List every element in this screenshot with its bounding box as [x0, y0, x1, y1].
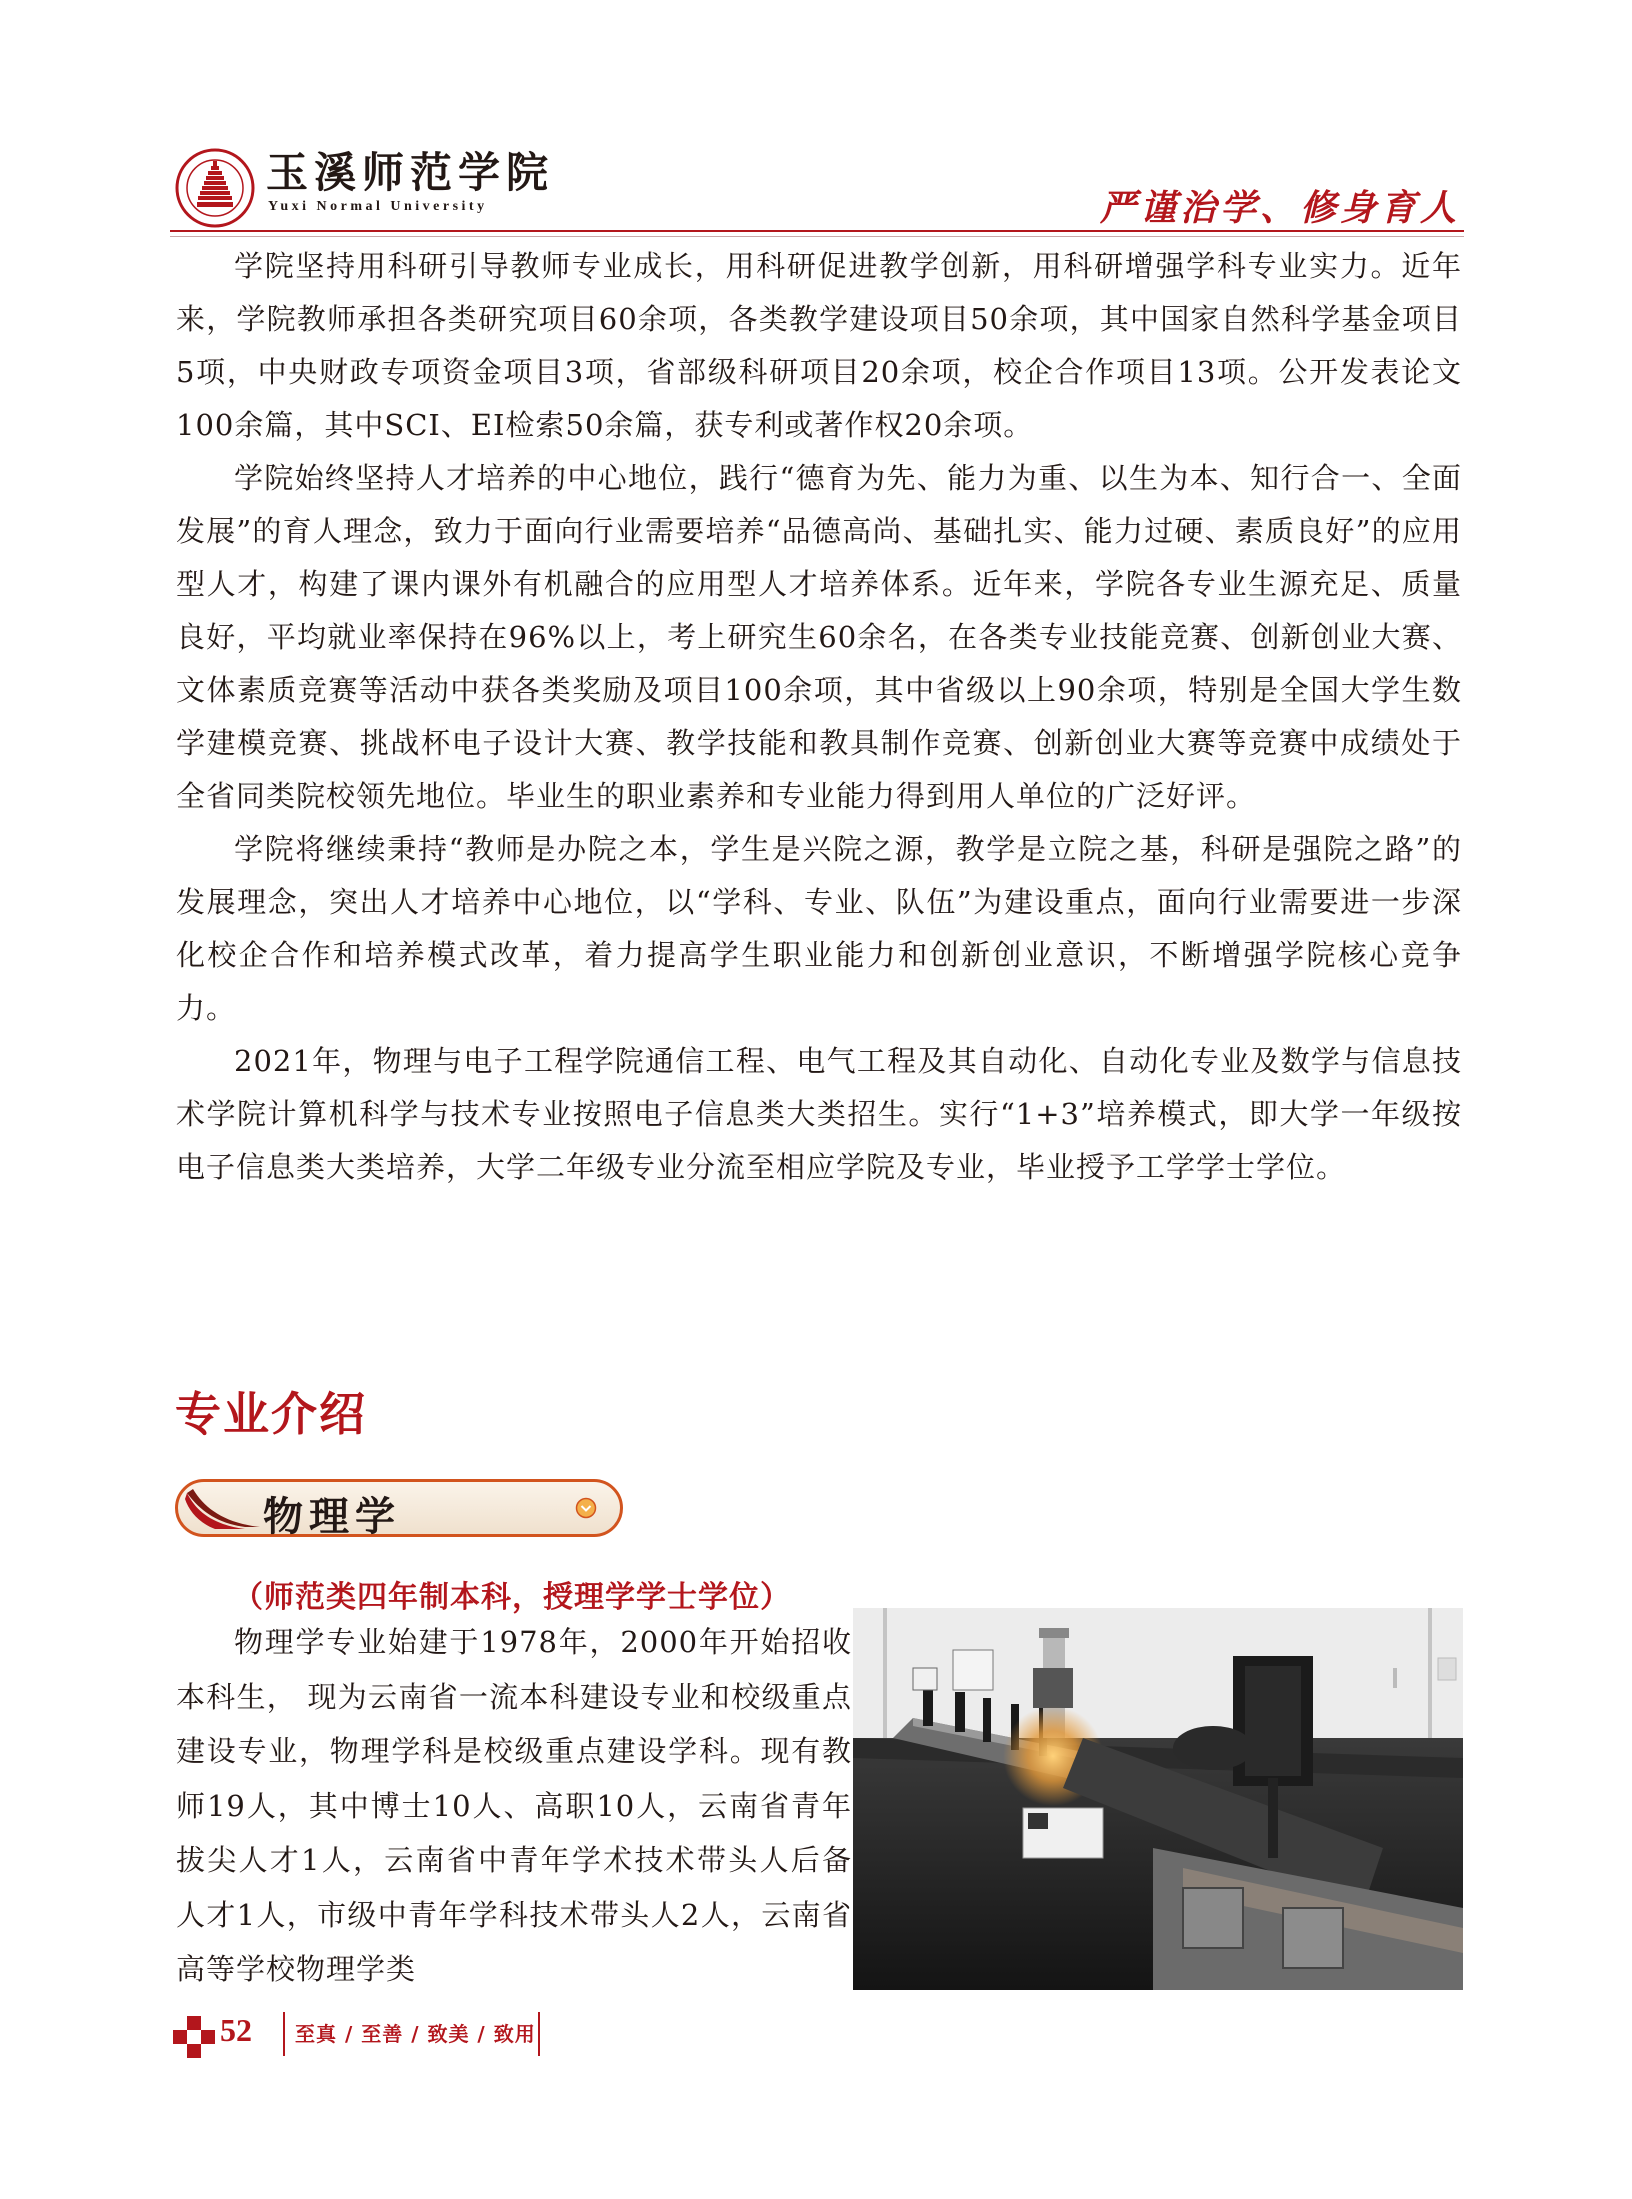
- major-banner: [175, 1479, 623, 1540]
- degree-note: （师范类四年制本科，授理学学士学位）: [233, 1580, 791, 1615]
- major-intro: [176, 1615, 852, 1997]
- paragraph-research: 学院坚持用科研引导教师专业成长，用科研促进教学创新，用科研增强学科专业实力。近年来，学院教师承担各类研究项目60余项，各类教学建设项目50余项，其中国家自然科学基金项目5项，中央财政专项资金项目3项，省部级科研项目20余项，校企合作项目13项。公开发表论文100余篇，其中SCI、EI检索50余篇，获专利或著作权20余项。: [176, 249, 1462, 442]
- university-seal-logo: [175, 148, 255, 228]
- footer-divider-left: [283, 2012, 285, 2056]
- school-name-english: Yuxi Normal University: [268, 199, 488, 214]
- paragraph-talent-cultivation: 学院始终坚持人才培养的中心地位，践行“德育为先、能力为重、以生为本、知行合一、全面发展”的育人理念，致力于面向行业需要培养“品德高尚、基础扎实、能力过硬、素质良好”的应用型人才，构建了课内课外有机融合的应用型人才培养体系。近年来，学院各专业生源充足、质量良好，平均就业率保持在96%以上，考上研究生60余名，在各类专业技能竞赛、创新创业大赛、文体素质竞赛等活动中获各类奖励及项目100余项，其中省级以上90余项，特别是全国大学生数学建模竞赛、挑战杯电子设计大赛、教学技能和教具制作竞赛、创新创业大赛等竞赛中成绩处于全省同类院校领先地位。毕业生的职业素养和专业能力得到用人单位的广泛好评。: [176, 461, 1462, 813]
- footer-pixel-mark: [173, 2016, 215, 2058]
- school-motto: 严谨治学、修身育人: [1099, 187, 1460, 229]
- header-divider-thin: [170, 236, 1464, 237]
- footer-divider-right: [538, 2012, 540, 2056]
- body-text: [176, 240, 1462, 1194]
- header-divider: [170, 230, 1464, 232]
- page-number: 52: [220, 2012, 252, 2048]
- page-header: [0, 0, 1632, 230]
- paragraph-enrollment-2021: 2021年，物理与电子工程学院通信工程、电气工程及其自动化、自动化专业及数学与信息技术学院计算机科学与技术专业按照电子信息类大类招生。实行“1+3”培养模式，即大学一年级按电子信息类大类培养，大学二年级专业分流至相应学院及专业，毕业授予工学学士学位。: [176, 1044, 1462, 1184]
- paragraph-development: 学院将继续秉持“教师是办院之本，学生是兴院之源，教学是立院之基，科研是强院之路”的发展理念，突出人才培养中心地位，以“学科、专业、队伍”为建设重点，面向行业需要进一步深化校企合作和培养模式改革，着力提高学生职业能力和创新创业意识，不断增强学院核心竞争力。: [176, 832, 1462, 1025]
- section-title-majors: 专业介绍: [175, 1387, 367, 1441]
- chevron-circle-icon: [575, 1497, 597, 1519]
- major-intro-text: 物理学专业始建于1978年，2000年开始招收本科生， 现为云南省一流本科建设专业和校级重点建设专业，物理学科是校级重点建设学科。现有教师19人，其中博士10人、高职10人，云南省青年拔尖人才1人，云南省中青年学术技术带头人后备人才1人，市级中青年学科技术带头人2人，云南省高等学校物理学类: [176, 1625, 852, 1986]
- school-name: 玉溪师范学院: [266, 148, 555, 197]
- physics-lab-photo: [853, 1608, 1463, 1990]
- major-name: 物理学: [263, 1494, 401, 1540]
- footer-slogan: 至真 / 至善 / 致美 / 致用: [295, 2022, 536, 2046]
